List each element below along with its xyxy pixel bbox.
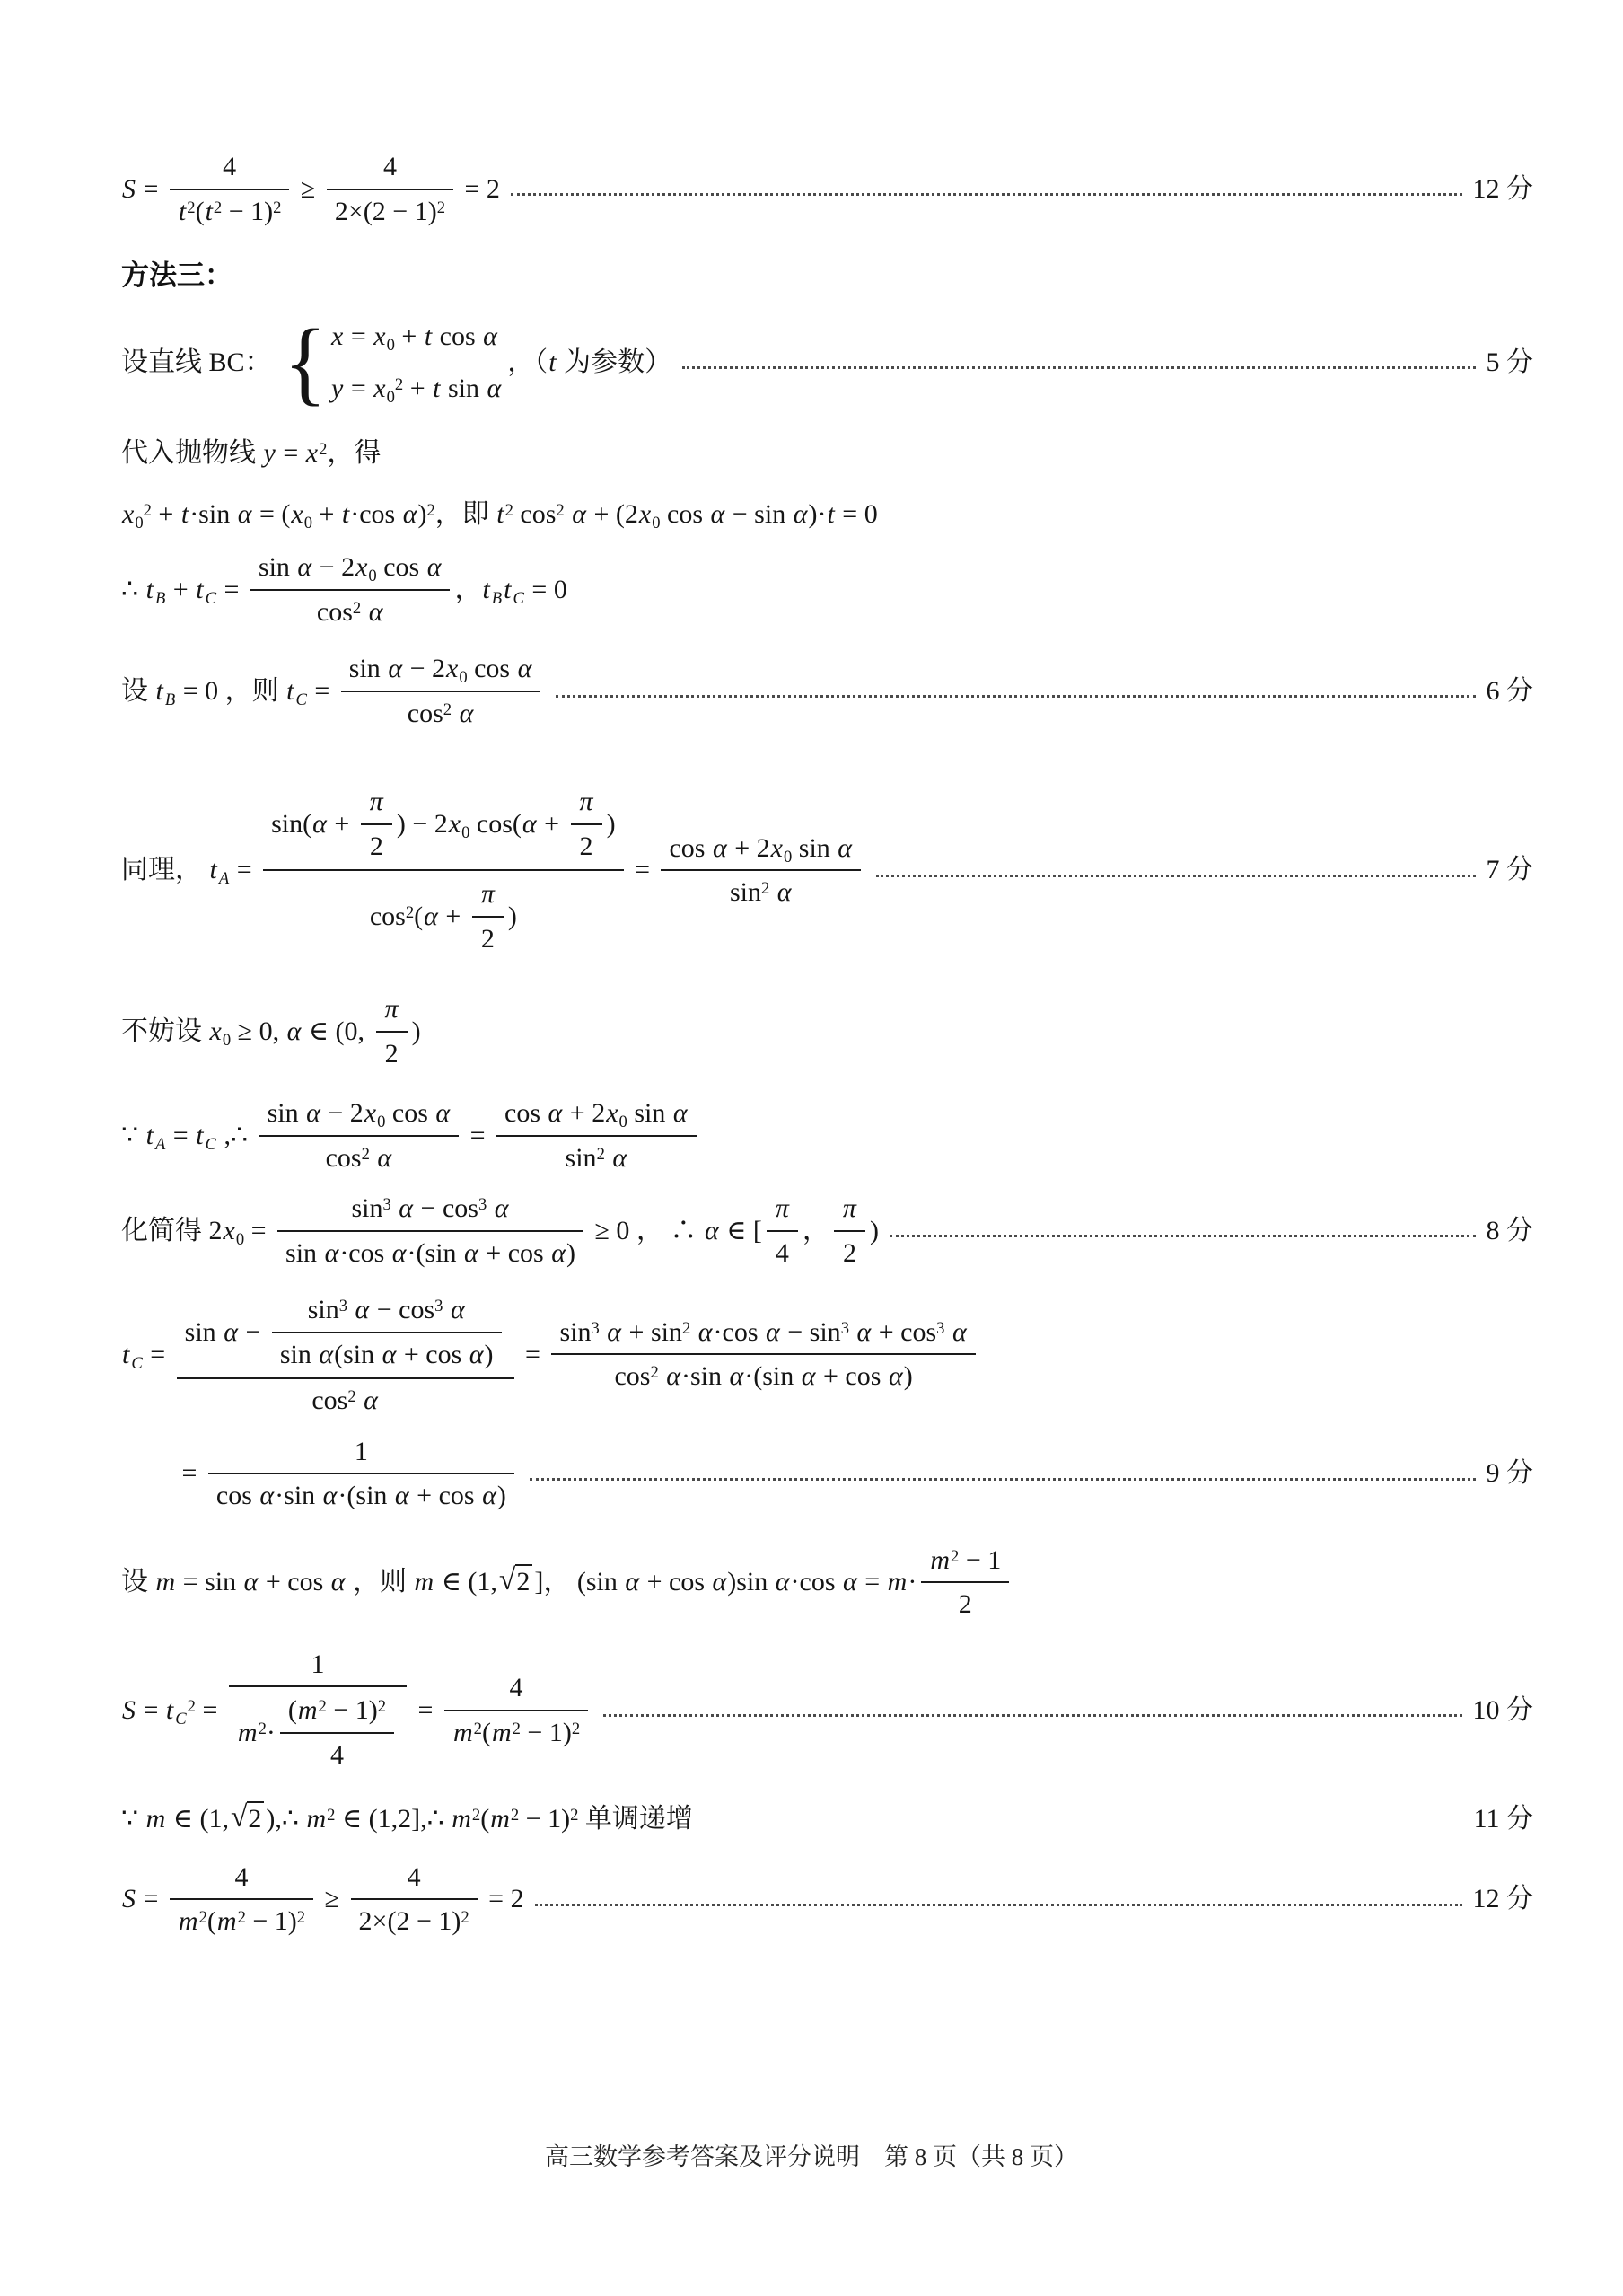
- footer-text: 高三数学参考答案及评分说明 第 8 页（共 8 页）: [545, 2143, 1078, 2170]
- math-text: 设 m = sin α + cos α ，则 m ∈ (1,: [121, 1567, 497, 1597]
- fraction: [661, 830, 861, 911]
- math-text: $\cos^2(\alpha$ +: [369, 901, 468, 931]
- fraction-denominator: [571, 825, 602, 866]
- fraction-denominator: [834, 1232, 865, 1272]
- math-text: ): [411, 1016, 421, 1046]
- math-text: π: [480, 879, 495, 909]
- math-text: 4: [775, 1237, 789, 1268]
- math-text: $\sin^2 \alpha$: [565, 1142, 627, 1173]
- math-text: $\cos \alpha + 2x_0$ sin α: [669, 832, 853, 866]
- answer-content: [0, 148, 1623, 1940]
- math-text: 2: [480, 923, 495, 954]
- math-line: [121, 309, 1533, 415]
- left-brace-icon: {: [284, 309, 328, 415]
- score-label: 5 分: [1486, 347, 1533, 377]
- fraction-denominator: [177, 1379, 514, 1420]
- math-line: [121, 1433, 1533, 1515]
- math-text: ∵ t $_A$ = t $_C$ ,∴: [121, 1120, 255, 1154]
- math-text: =: [627, 855, 657, 885]
- fraction-numerator: [250, 549, 451, 591]
- math-text: =: [518, 1339, 548, 1369]
- math-text: $\sin \alpha - 2x_0$ cos α: [267, 1098, 451, 1131]
- fraction: [551, 1314, 975, 1395]
- fraction-numerator: [376, 990, 408, 1033]
- math-text: π: [384, 994, 399, 1024]
- math-text: ≥: [318, 1884, 347, 1914]
- fraction-denominator: [327, 190, 453, 231]
- math-text: 1: [354, 1436, 368, 1466]
- system-row: $y = x_0^2 + t$ sin α: [331, 373, 502, 407]
- math-text: $x_0^2 + t\cdot\sin$ $\alpha = (x_0 + t\cdot\cos$ α)$^2$，即 $t^2$ $\cos^2 \alpha + (2x_0$ cos α − sin α)·t = 0: [122, 498, 878, 532]
- fraction-denominator: [661, 871, 861, 911]
- radicand: 2: [515, 1564, 532, 1597]
- fraction-denominator: [361, 825, 392, 866]
- math-text: ，t $_B$t $_C$ = 0: [454, 574, 567, 608]
- fraction-denominator: [472, 918, 504, 958]
- fraction: [327, 148, 453, 230]
- math-text: $m^2\cdot$: [237, 1717, 276, 1747]
- math-text: $\cos^2 \alpha$: [311, 1386, 378, 1415]
- math-text: 4: [382, 152, 397, 181]
- score-label: 8 分: [1486, 1215, 1533, 1245]
- math-line: [121, 650, 1533, 732]
- math-text: sin α·cos α·(sin α + cos α): [285, 1237, 575, 1268]
- fraction-denominator: [170, 190, 290, 231]
- fraction-numerator: [661, 830, 861, 872]
- math-text: 同理， t $_A$ =: [121, 855, 259, 889]
- fraction-denominator: [259, 1137, 460, 1177]
- dotted-leader: [876, 873, 1475, 877]
- math-line: [121, 549, 1533, 630]
- fraction: [208, 1433, 514, 1515]
- fraction-numerator: [767, 1190, 798, 1232]
- dotted-leader: [890, 1233, 1476, 1237]
- fraction: [170, 148, 290, 230]
- fraction: [277, 1190, 583, 1271]
- math-line: [121, 1859, 1533, 1940]
- math-text: $\sin \alpha - 2x_0$ cos α: [258, 552, 442, 585]
- fraction-denominator: [229, 1687, 407, 1775]
- fraction: [177, 1289, 514, 1420]
- dotted-leader: [535, 1902, 1462, 1906]
- math-text: $\sin^3 \alpha - \cos^3 \alpha$: [351, 1193, 509, 1223]
- math-text: =: [175, 1458, 204, 1489]
- fraction: [834, 1190, 865, 1271]
- fraction-numerator: [263, 781, 623, 871]
- fraction: [571, 783, 602, 865]
- fraction-numerator: [351, 1859, 478, 1901]
- math-text: 2: [369, 831, 383, 861]
- math-text: sin α −: [184, 1316, 268, 1347]
- math-text: $\sin^3 \alpha - \cos^3 \alpha$: [307, 1295, 465, 1324]
- fraction-denominator: [341, 692, 541, 733]
- score-label: 9 分: [1486, 1458, 1533, 1489]
- method-heading: 方法三：: [121, 260, 232, 291]
- math-text: π: [369, 787, 383, 816]
- dotted-leader: [603, 1712, 1461, 1717]
- radical-sign-icon: √: [498, 1563, 516, 1597]
- math-line: [121, 990, 1533, 1072]
- system-row: $x = x_0 + t$ cos α: [331, 321, 497, 355]
- math-line: [121, 1542, 1533, 1623]
- math-text: $(m^2 - 1)^2$: [287, 1695, 387, 1725]
- fraction-denominator: [263, 871, 623, 959]
- fraction-numerator: [444, 1669, 588, 1711]
- math-text: $\cos^2 \alpha\cdot\sin$ α·(sin α + cos α): [614, 1361, 913, 1392]
- math-text: 4: [509, 1673, 523, 1703]
- math-text: = 2: [458, 173, 500, 204]
- fraction: [170, 1859, 313, 1940]
- math-text: $\cos^2 \alpha$: [407, 698, 474, 728]
- score-label: 6 分: [1486, 675, 1533, 706]
- fraction: [341, 650, 541, 732]
- math-text: 4: [234, 1861, 249, 1892]
- math-text: ≥: [294, 173, 322, 204]
- fraction-numerator: [177, 1289, 514, 1379]
- fraction-denominator: [376, 1033, 408, 1073]
- fraction-denominator: [551, 1355, 975, 1395]
- math-text: 4: [329, 1739, 344, 1770]
- fraction: [472, 875, 504, 957]
- fraction-numerator: [277, 1190, 583, 1232]
- math-text: =: [463, 1120, 493, 1150]
- math-text: t $_C$ =: [122, 1339, 172, 1373]
- math-text: $\sin \alpha - 2x_0$ cos α: [348, 654, 532, 687]
- math-text: 设直线 BC：: [121, 347, 279, 377]
- fraction: [921, 1542, 1009, 1623]
- math-text: ∴ t $_B$ + t $_C$ =: [121, 574, 246, 608]
- fraction-numerator: [341, 650, 541, 692]
- math-text: $\sin^2 \alpha$: [729, 877, 792, 907]
- math-text: 1: [311, 1649, 325, 1679]
- fraction-numerator: [551, 1314, 975, 1356]
- math-text: ，: [802, 1215, 829, 1245]
- radical-sign-icon: √: [230, 1800, 248, 1834]
- math-text: π: [842, 1193, 856, 1223]
- fraction: [444, 1669, 588, 1751]
- math-text: 4: [407, 1861, 421, 1892]
- score-label: 12 分: [1472, 1884, 1533, 1914]
- math-text: $\cos \alpha + 2x_0$ sin α: [504, 1098, 688, 1131]
- math-text: 代入抛物线 $y = x^2$，得: [121, 438, 382, 468]
- fraction-numerator: [327, 148, 453, 190]
- sqrt-expression: [231, 1801, 264, 1834]
- fraction-numerator: [361, 783, 392, 825]
- math-text: ) − $2x_0$ cos(α +: [396, 808, 566, 842]
- math-text: sin α(sin α + cos α): [279, 1339, 494, 1369]
- fraction: [263, 781, 623, 959]
- math-text: S = t $_C^2$ =: [122, 1695, 224, 1729]
- fraction: [250, 549, 451, 630]
- math-text: ]， (sin α + cos α)sin α·cos α = m·: [534, 1567, 917, 1597]
- math-text: 4: [223, 152, 237, 181]
- math-text: π: [579, 787, 593, 816]
- math-text: S =: [122, 1884, 165, 1914]
- page-footer: [0, 2137, 1623, 2172]
- math-line: [121, 148, 1533, 230]
- fraction-denominator: [170, 1900, 313, 1940]
- fraction-numerator: [170, 1859, 313, 1901]
- math-text: $\cos^2 \alpha$: [316, 596, 383, 627]
- math-text: ): [507, 901, 517, 931]
- sqrt-expression: [499, 1564, 532, 1597]
- fraction: [229, 1646, 407, 1776]
- dotted-leader: [511, 191, 1462, 196]
- fraction-denominator: [767, 1232, 798, 1272]
- math-line: [121, 436, 1533, 471]
- fraction-denominator: [351, 1900, 478, 1940]
- fraction: [361, 783, 392, 865]
- math-text: ∵ m ∈ (1,: [121, 1804, 229, 1834]
- dotted-leader: [682, 365, 1475, 369]
- score-label: 11 分: [1473, 1804, 1533, 1834]
- fraction-numerator: [170, 148, 290, 190]
- fraction: [351, 1859, 478, 1940]
- math-text: ): [606, 808, 616, 839]
- fraction-numerator: [496, 1095, 697, 1137]
- math-text: $m^2(m^2 - 1)^2$: [178, 1906, 306, 1936]
- system-rows: [330, 320, 502, 405]
- fraction-denominator: [444, 1711, 588, 1752]
- math-text: $2\times(2 - 1)^2$: [358, 1906, 469, 1936]
- math-line: [121, 1646, 1533, 1776]
- fraction-numerator: [272, 1291, 502, 1333]
- math-text: 不妨设 $x_0 \ge 0$, α ∈ (0,: [121, 1016, 372, 1050]
- math-text: 2: [958, 1589, 972, 1619]
- math-text: $2\times(2 - 1)^2$: [334, 196, 446, 226]
- fraction: [272, 1291, 502, 1373]
- math-text: $\cos^2 \alpha$: [325, 1142, 392, 1173]
- dotted-leader: [556, 693, 1475, 698]
- fraction-numerator: [280, 1692, 394, 1734]
- math-text: = 2: [481, 1884, 524, 1914]
- equation-system: [284, 309, 502, 415]
- math-text: $m^2(m^2 - 1)^2$: [452, 1717, 581, 1747]
- math-text: $m^2 - 1$: [930, 1544, 1002, 1575]
- score-label: 12 分: [1472, 173, 1533, 204]
- math-text: ，（t 为参数）: [507, 347, 672, 377]
- radicand: 2: [247, 1801, 264, 1834]
- math-text: sin(α +: [271, 808, 356, 839]
- math-text: ),∴ $m^2$ ∈ (1,2],∴ $m^2(m^2 - 1)^2$ 单调递增: [266, 1804, 693, 1834]
- fraction-numerator: [259, 1095, 460, 1137]
- dotted-leader: [530, 1476, 1476, 1481]
- math-text: 2: [842, 1237, 856, 1268]
- math-text: $t^2(t^2 - 1)^2$: [178, 196, 282, 226]
- math-text: 化简得 $2x_0$ =: [121, 1215, 274, 1249]
- fraction-denominator: [496, 1137, 697, 1177]
- math-text: =: [411, 1695, 440, 1725]
- fraction-numerator: [921, 1542, 1009, 1584]
- math-text: $\sin^3 \alpha + \sin^2 \alpha\cdot\cos$ $\alpha - \sin^3 \alpha + \cos^3 \alpha$: [559, 1316, 967, 1347]
- fraction-denominator: [277, 1232, 583, 1272]
- fraction-numerator: [229, 1646, 407, 1688]
- math-text: cos α·sin α·(sin α + cos α): [215, 1481, 506, 1510]
- math-text: S =: [122, 173, 165, 204]
- math-text: ≥ 0 ， ∴ α ∈ [: [587, 1215, 762, 1245]
- math-line: [121, 1289, 1533, 1420]
- fraction-denominator: [921, 1583, 1009, 1623]
- math-line: [121, 781, 1533, 959]
- fraction-denominator: [280, 1734, 394, 1774]
- score-label: 7 分: [1486, 855, 1533, 885]
- math-text: 2: [579, 831, 593, 861]
- fraction-denominator: [208, 1474, 514, 1515]
- math-line: [121, 1190, 1533, 1271]
- fraction: [280, 1692, 394, 1773]
- fraction: [259, 1095, 460, 1176]
- fraction: [767, 1190, 798, 1271]
- math-line: [121, 497, 1533, 532]
- fraction-numerator: [834, 1190, 865, 1232]
- math-text: π: [775, 1193, 789, 1223]
- fraction-numerator: [472, 875, 504, 918]
- fraction-numerator: [571, 783, 602, 825]
- score-label: 10 分: [1472, 1695, 1533, 1725]
- math-line: [121, 1802, 1533, 1836]
- fraction: [496, 1095, 697, 1176]
- fraction-denominator: [272, 1333, 502, 1374]
- math-text: ): [869, 1215, 879, 1245]
- fraction-denominator: [250, 591, 451, 631]
- math-text: 设 t $_B$ = 0 ，则 t $_C$ =: [121, 675, 337, 709]
- math-text: 2: [384, 1038, 399, 1069]
- fraction: [376, 990, 408, 1072]
- math-line: [121, 1095, 1533, 1176]
- fraction-numerator: [208, 1433, 514, 1475]
